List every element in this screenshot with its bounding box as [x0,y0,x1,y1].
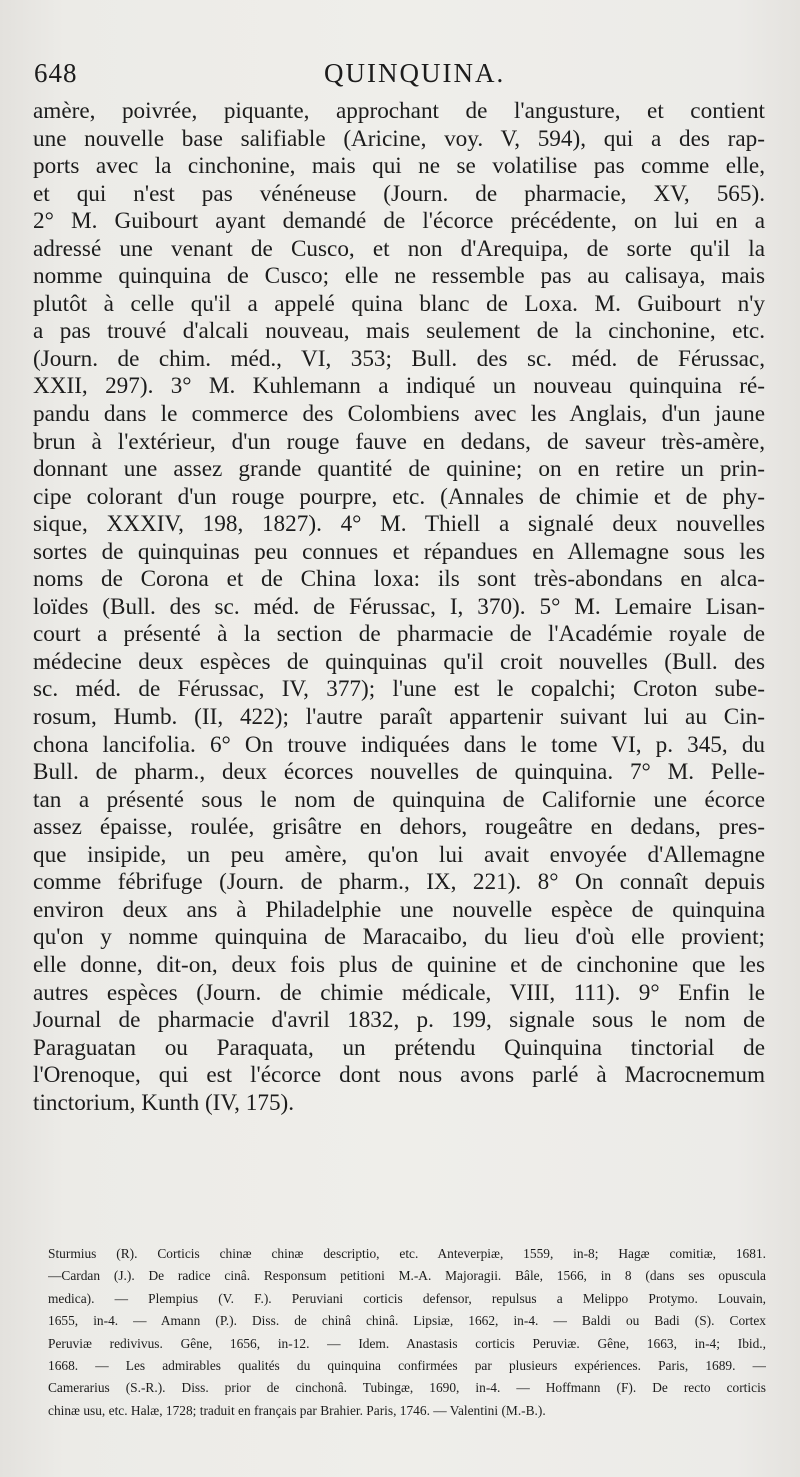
text-line: médecine deux espèces de quinquinas qu'il croit nouvelles (Bull. des [33,648,765,675]
main-text [33,98,765,1117]
text-line: assez épaisse, roulée, grisâtre en dehors, rougeâtre en dedans, pres- [33,814,765,841]
bibliography-line: Sturmius (R). Corticis chinæ chinæ descriptio, etc. Anteverpiæ, 1559, in-8; Hagæ comitiæ, 1681. [48,1246,766,1261]
text-line: XXII, 297). 3° M. Kuhlemann a indiqué un nouveau quinquina ré- [33,373,765,400]
text-line: tinctorium, Kunth (IV, 175). [33,1089,295,1116]
text-line: (Journ. de chim. méd., VI, 353; Bull. des sc. méd. de Férussac, [33,345,765,372]
bibliography-line: 1655, in-4. — Amann (P.). Diss. de chinâ chinâ. Lipsiæ, 1662, in-4. — Baldi ou Badi (S). Cortex [48,1313,766,1329]
bibliography-notes [48,1243,766,1422]
text-line: sique, XXXIV, 198, 1827). 4° M. Thiell a signalé deux nouvelles [33,511,765,538]
bibliography-line: Camerarius (S.-R.). Diss. prior de cinchonâ. Tubingæ, 1690, in-4. — Hoffmann (F). De recto corticis [48,1380,766,1396]
bibliography-line: 1668. — Les admirables qualités du quinquina confirmées par plusieurs expériences. Paris, 1689. — [48,1357,766,1373]
text-line: qu'on y nomme quinquina de Maracaibo, du lieu d'où elle provient; [33,924,765,951]
text-line: 2° M. Guibourt ayant demandé de l'écorce précédente, on lui en a [33,208,765,235]
text-line: sortes de quinquinas peu connues et répandues en Allemagne sous les [33,538,765,565]
text-line: loïdes (Bull. des sc. méd. de Férussac, I, 370). 5° M. Lemaire Lisan- [33,593,765,620]
text-line: brun à l'extérieur, d'un rouge fauve en dedans, de saveur très-amère, [33,428,765,455]
text-line: environ deux ans à Philadelphie une nouvelle espèce de quinquina [33,896,765,923]
text-line: donnant une assez grande quantité de quinine; on en retire un prin- [33,456,765,483]
text-line: comme fébrifuge (Journ. de pharm., IX, 221). 8° On connaît depuis [33,869,765,896]
text-line: court a présenté à la section de pharmacie de l'Académie royale de [33,621,765,648]
page-number: 648 [34,58,78,88]
text-line: sc. méd. de Férussac, IV, 377); l'une est le copalchi; Croton sube- [33,676,765,703]
text-line: Paraguatan ou Paraquata, un prétendu Quinquina tinctorial de [33,1034,765,1061]
text-line: une nouvelle base salifiable (Aricine, voy. V, 594), qui a des rap- [33,125,765,152]
text-line: autres espèces (Journ. de chimie médicale, VIII, 111). 9° Enfin le [33,979,765,1006]
text-line: Bull. de pharm., deux écorces nouvelles de quinquina. 7° M. Pelle- [33,759,765,786]
bibliography-line: medica). — Plempius (V. F.). Peruviani corticis defensor, repulsus a Melippo Protymo. Louvain, [48,1290,766,1306]
running-title: QUINQUINA. [324,58,506,88]
text-line: nomme quinquina de Cusco; elle ne ressemble pas au calisaya, mais [33,263,765,290]
text-line: chona lancifolia. 6° On trouve indiquées dans le tome VI, p. 345, du [33,731,765,758]
text-line: a pas trouvé d'alcali nouveau, mais seulement de la cinchonine, etc. [33,318,765,345]
text-line: Journal de pharmacie d'avril 1832, p. 199, signale sous le nom de [33,1007,765,1034]
bibliography-line: —Cardan (J.). De radice cinâ. Responsum petitioni M.-A. Majoragii. Bâle, 1566, in 8 (dans ses opuscula [48,1268,766,1284]
text-line: noms de Corona et de China loxa: ils sont très-abondans en alca- [33,566,765,593]
bibliography-line: Peruviæ redivivus. Gêne, 1656, in-12. — Idem. Anastasis corticis Peruviæ. Gêne, 1663, in-4; Ibid., [48,1335,766,1351]
text-line: pandu dans le commerce des Colombiens avec les Anglais, d'un jaune [33,401,765,428]
text-line: rosum, Humb. (II, 422); l'autre paraît appartenir suivant lui au Cin- [33,704,765,731]
text-line: amère, poivrée, piquante, approchant de l'angusture, et contient [33,98,765,124]
text-line: plutôt à celle qu'il a appelé quina blanc de Loxa. M. Guibourt n'y [33,290,765,317]
text-line: que insipide, un peu amère, qu'on lui avait envoyée d'Allemagne [33,841,765,868]
text-line: adressé une venant de Cusco, et non d'Arequipa, de sorte qu'il la [33,235,765,262]
text-line: ports avec la cinchonine, mais qui ne se volatilise pas comme elle, [33,153,765,180]
text-line: et qui n'est pas vénéneuse (Journ. de pharmacie, XV, 565). [33,180,765,207]
text-line: cipe colorant d'un rouge pourpre, etc. (Annales de chimie et de phy- [33,483,765,510]
running-head [34,58,770,98]
text-line: tan a présenté sous le nom de quinquina de Californie une écorce [33,786,765,813]
text-line: elle donne, dit-on, deux fois plus de quinine et de cinchonine que les [33,951,765,978]
bibliography-line: chinæ usu, etc. Halæ, 1728; traduit en français par Brahier. Paris, 1746. — Valentini (M.-B.). [48,1402,546,1418]
text-line: l'Orenoque, qui est l'écorce dont nous avons parlé à Macrocnemum [33,1062,765,1089]
